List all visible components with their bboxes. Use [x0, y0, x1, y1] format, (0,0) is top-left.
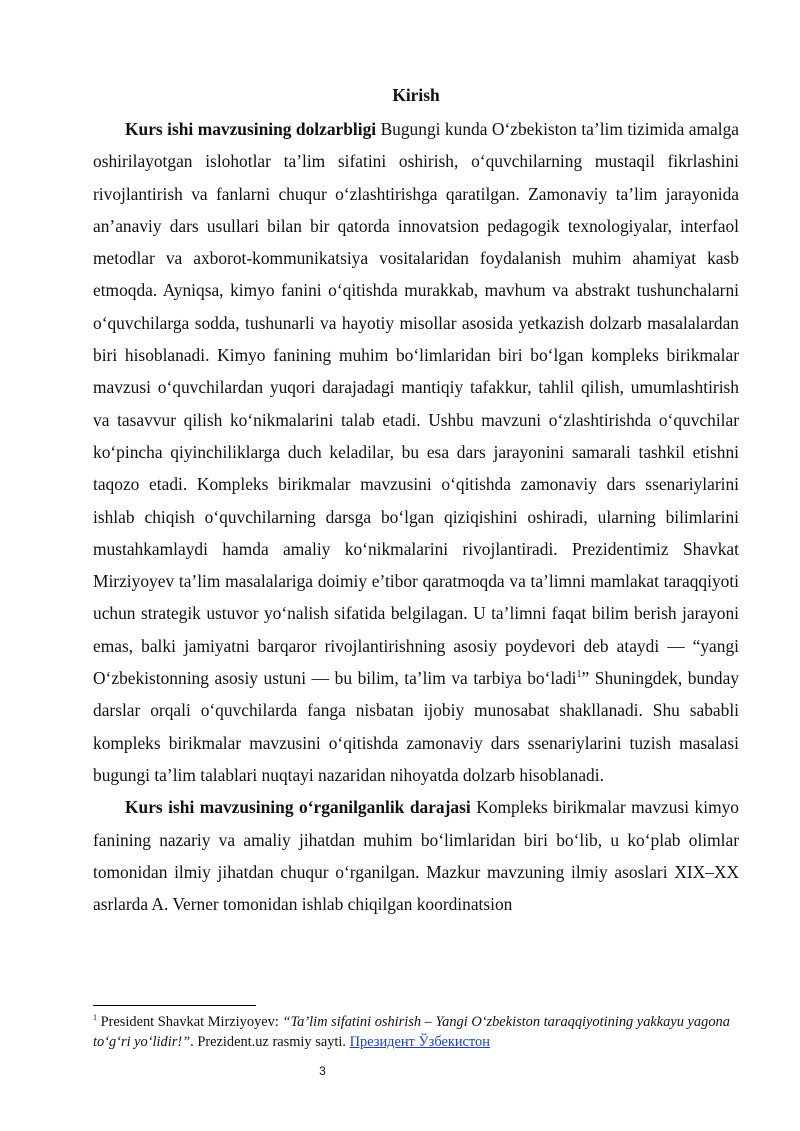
footnote-source: . Prezident.uz rasmiy sayti. — [190, 1034, 350, 1050]
footnote-link[interactable]: Президент Ўзбекистон — [349, 1034, 490, 1050]
paragraph-text: ” Shuningdek, bunday darslar orqali o‘quvchilarda fanga nisbatan ijobiy munosabat shakllanadi. Shu sababli kompleks birikmalar mavzusini o‘qitishda zamonaviy dars ssenariylarini tuzish masalasi bugungi ta’lim talablari nuqtayi nazaridan nihoyatda dolzarb hisoblanadi. — [93, 668, 739, 785]
paragraph-lead: Kurs ishi mavzusining o‘rganilganlik darajasi — [125, 797, 471, 818]
paragraph-text: Kompleks birikmalar mavzusi kimyo fanining nazariy va amaliy jihatdan muhim bo‘limlaridan biri bo‘lib, u ko‘plab olimlar tomonidan ilmiy jihatdan chuqur o‘rganilgan. Mazkur mavzuning ilmiy asoslari XIX–XX asrlarda A. Verner tomonidan ishlab chiqilgan koordinatsion — [93, 797, 739, 915]
footnote-author: President Shavkat Mirziyoyev: — [97, 1014, 283, 1030]
footnote — [93, 1012, 739, 1052]
footnote-mark: 1 — [93, 1013, 97, 1023]
section-heading: Kirish — [392, 85, 440, 105]
paragraph-research-level — [93, 791, 739, 920]
page-number: 3 — [319, 1064, 326, 1078]
footnote-quote: “Ta’lim sifatini oshirish – Yangi O‘zbekiston taraqqiyotining yakkayu yagona to‘g‘ri yo‘lidir!” — [93, 1014, 730, 1050]
body-text — [93, 113, 739, 920]
paragraph-relevance — [93, 113, 739, 791]
footnote-divider — [93, 1005, 256, 1006]
footnote-reference[interactable]: 1 — [576, 669, 582, 681]
paragraph-lead: Kurs ishi mavzusining dolzarbligi — [125, 119, 377, 139]
paragraph-text: Bugungi kunda O‘zbekiston ta’lim tizimida amalga oshirilayotgan islohotlar ta’lim sifatini oshirish, o‘quvchilarning mustaqil fikrlashini rivojlantirish va fanlarni chuqur o‘zlashtirishga qaratilgan. Zamonaviy ta’lim jarayonida an’anaviy dars usullari bilan bir qatorda innovatsion pedagogik texnologiyalar, interfaol metodlar va axborot-kommunikatsiya vositalaridan foydalanish muhim ahamiyat kasb etmoqda. Ayniqsa, kimyo fanini o‘qitishda murakkab, mavhum va abstrakt tushunchalarni o‘quvchilarga sodda, tushunarli va hayotiy misollar asosida yetkazish dolzarb masalalardan biri hisoblanadi. Kimyo fanining muhim bo‘limlaridan biri bo‘lgan kompleks birikmalar mavzusi o‘quvchilardan yuqori darajadagi mantiqiy tafakkur, tahlil qilish, umumlashtirish va tasavvur qilish ko‘nikmalarini talab etadi. Ushbu mavzuni o‘zlashtirishda o‘quvchilar ko‘pincha qiyinchiliklarga duch keladilar, bu esa dars jarayonini samarali tashkil etishni taqozo etadi. Kompleks birikmalar mavzusini o‘qitishda zamonaviy dars ssenariylarini ishlab chiqish o‘quvchilarning darsga bo‘lgan qiziqishini oshiradi, ularning bilimlarini mustahkamlaydi hamda amaliy ko‘nikmalarini rivojlantiradi. Prezidentimiz Shavkat Mirziyoyev ta’lim masalalariga doimiy e’tibor qaratmoqda va ta’limni mamlakat taraqqiyoti uchun strategik ustuvor yo‘nalish sifatida belgilagan. U ta’limni faqat bilim berish jarayoni emas, balki jamiyatni barqaror rivojlantirishning asosiy poydevori deb ataydi — “yangi O‘zbekistonning asosiy ustuni — bu bilim, ta’lim va tarbiya bo‘ladi — [93, 119, 739, 689]
